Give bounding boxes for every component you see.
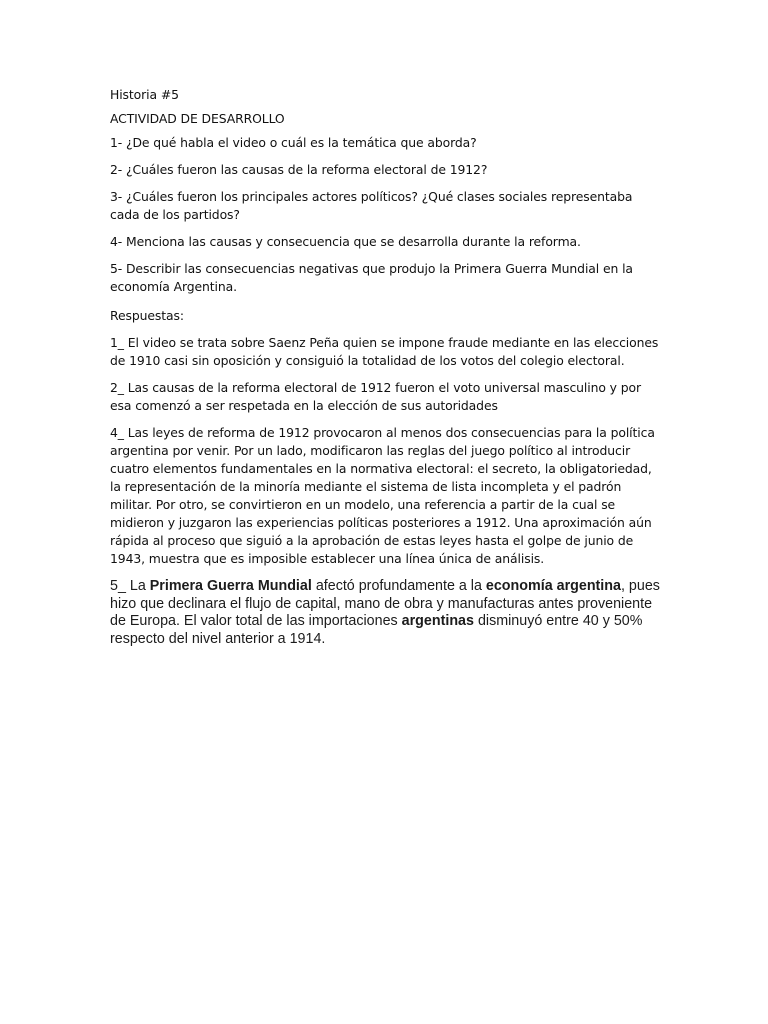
answer-5-text-1: afectó profundamente a la [311,578,486,594]
document-title: Historia #5 [110,87,179,102]
question-1: 1- ¿De qué habla el video o cuál es la temática que aborda? [110,135,477,150]
answer-1: 1_ El video se trata sobre Saenz Peña quien se impone fraude mediante en las elecciones de 1910 casi sin oposición y consiguió la totalidad de los votos del colegio electoral. [110,335,659,368]
question-4: 4- Menciona las causas y consecuencia que se desarrolla durante la reforma. [110,234,581,249]
section-heading: ACTIVIDAD DE DESARROLLO [110,111,285,126]
question-5: 5- Describir las consecuencias negativas que produjo la Primera Guerra Mundial en la economía Argentina. [110,261,633,294]
document-body [110,86,662,657]
question-2: 2- ¿Cuáles fueron las causas de la reforma electoral de 1912? [110,162,488,177]
answers-heading: Respuestas: [110,308,184,323]
answer-5-bold-3: argentinas [401,613,474,629]
answer-5-text-3: disminuyó entre 40 y 50% respecto del nivel anterior a 1914. [110,613,643,647]
answer-5-text-2: , pues hizo que declinara el flujo de capital, mano de obra y manufacturas antes proveniente de Europa. El valor total de las importaciones [110,578,660,629]
answer-2: 2_ Las causas de la reforma electoral de 1912 fueron el voto universal masculino y por esa comenzó a ser respetada en la elección de sus autoridades [110,380,641,413]
answer-4: 4_ Las leyes de reforma de 1912 provocaron al menos dos consecuencias para la política argentina por venir. Por un lado, modificaron las reglas del juego político al introducir cuatro elementos fundamentales en la normativa electoral: el secreto, la obligatoriedad, la representación de la minoría mediante el sistema de lista incompleta y el padrón militar. Por otro, se convirtieron en un modelo, una referencia a partir de la cual se midieron y juzgaron las experiencias políticas posteriores a 1912. Una aproximación aún rápida al proceso que siguió a la aprobación de estas leyes hasta el golpe de junio de 1943, muestra que es imposible establecer una línea única de análisis. [110,425,655,566]
answer-5 [110,578,662,648]
answer-5-bold-1: Primera Guerra Mundial [149,578,312,594]
question-3: 3- ¿Cuáles fueron los principales actores políticos? ¿Qué clases sociales representaba cada de los partidos? [110,189,633,222]
answer-5-prefix: 5_ La [110,578,150,594]
answer-5-bold-2: economía argentina [485,578,621,594]
